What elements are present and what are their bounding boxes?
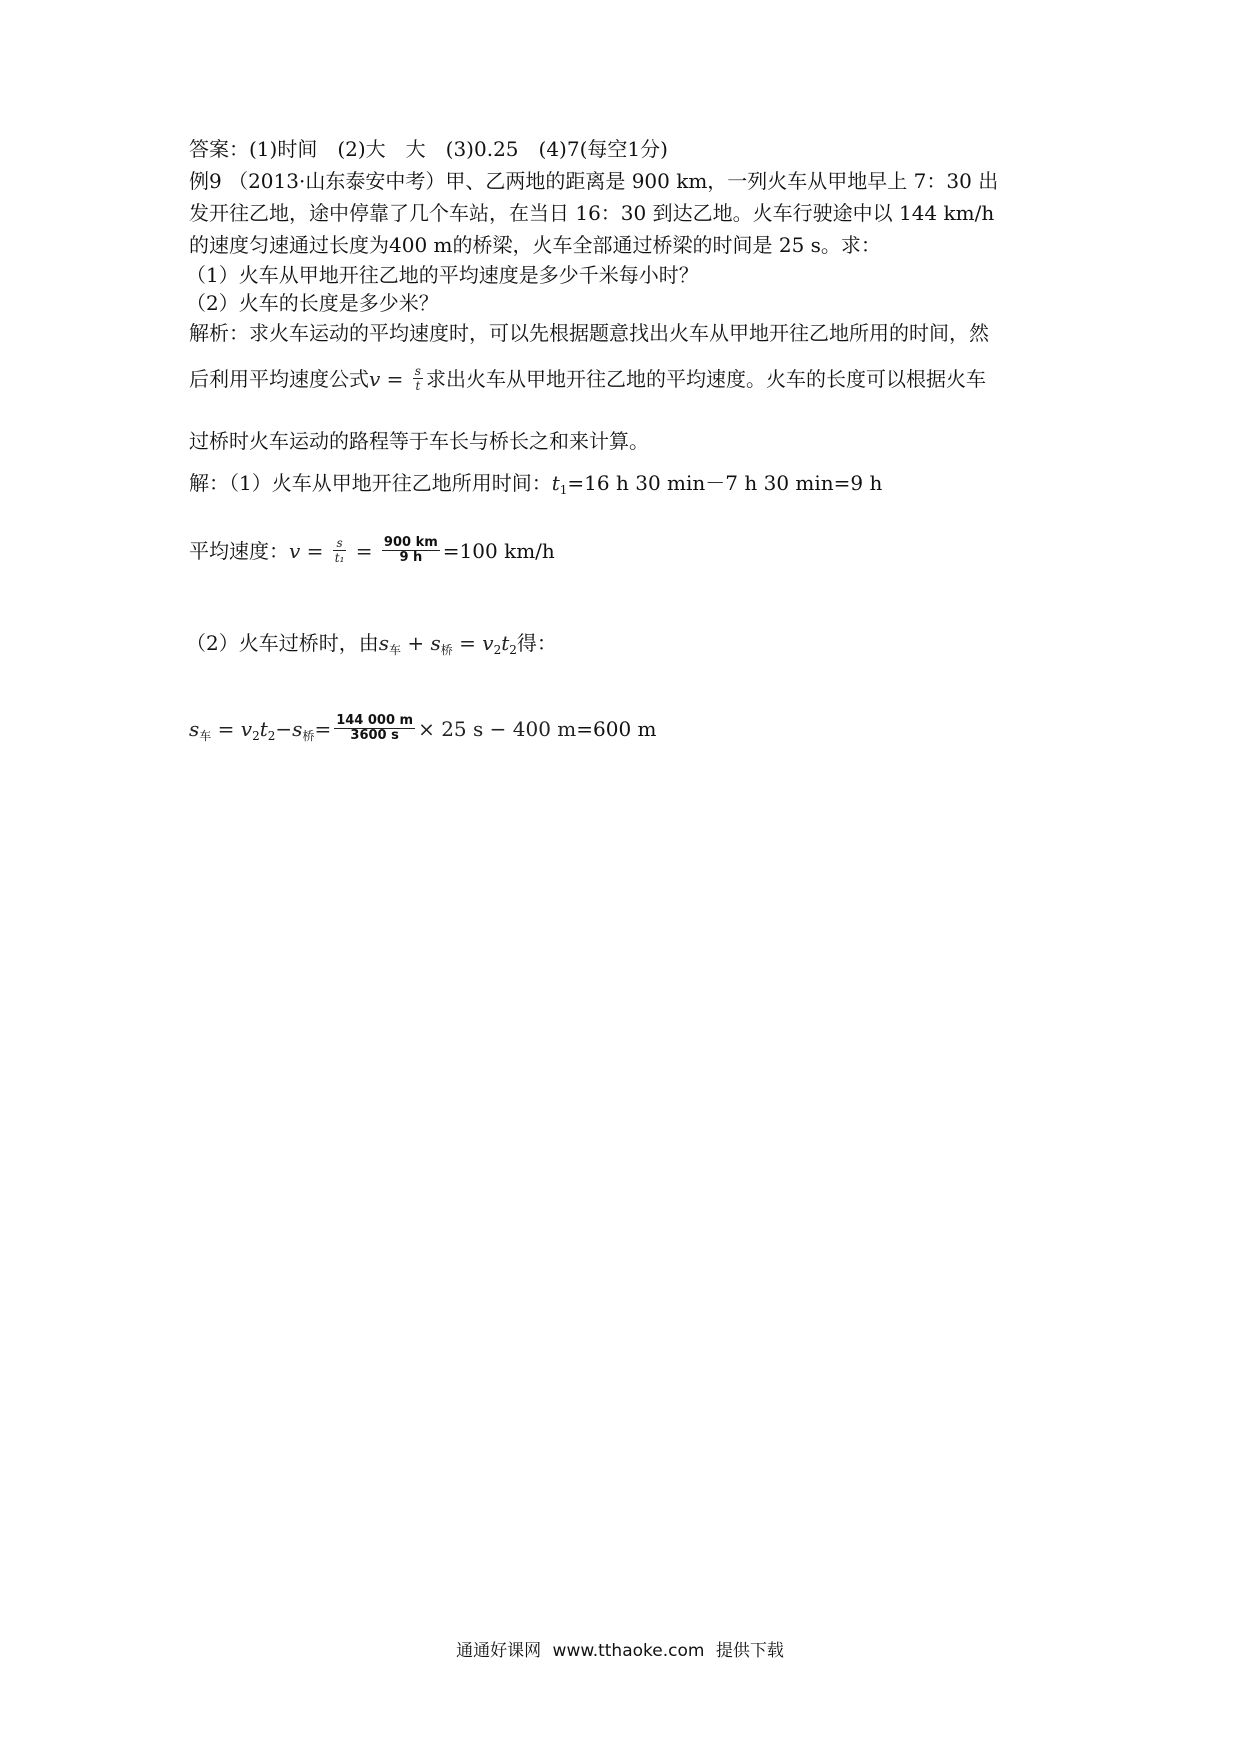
solution-3-plus: + [401, 631, 431, 655]
solution-3-eq: = [452, 631, 483, 655]
solution-4-sub-che: 车 [199, 729, 212, 743]
analysis-line-3: 过桥时火车运动的路程等于车长与桥长之和来计算。 [189, 429, 649, 453]
solution-3-sub-che: 车 [389, 643, 402, 657]
solution-2-pre: 平均速度： [189, 539, 289, 563]
analysis-line-1: 解析：求火车运动的平均速度时，可以先根据题意找出火车从甲地开往乙地所用的时间，然 [189, 321, 989, 345]
solution-1-var: t [551, 471, 560, 495]
solution-4-sub-qiao: 桥 [302, 729, 315, 743]
solution-3-s-che: s [378, 631, 389, 655]
solution-2-f1-den: t₁ [334, 551, 345, 565]
formula-eq: = [380, 367, 410, 391]
footer-url[interactable]: www.tthaoke.com [552, 1641, 705, 1661]
solution-line-4 [189, 713, 1069, 749]
solution-1-post: =16 h 30 min－7 h 30 min=9 h [567, 471, 883, 495]
solution-2-f2-num: 900 km [383, 535, 438, 550]
solution-4-f-num: 144 000 m [336, 713, 414, 728]
solution-3-sub-qiao: 桥 [440, 643, 453, 657]
question-1: （1）火车从甲地开往乙地的平均速度是多少千米每小时？ [186, 263, 699, 287]
solution-line-2 [189, 535, 1069, 567]
solution-2-eq2: = [349, 539, 379, 563]
solution-2-fraction-1 [333, 536, 347, 565]
solution-2-post: =100 km/h [442, 539, 555, 563]
formula-fraction [413, 364, 423, 393]
formula-numerator: s [414, 364, 421, 378]
formula-denominator: t [415, 379, 421, 393]
solution-4-rest: × 25 s − 400 m [418, 717, 577, 741]
solution-4-eq2: = [314, 717, 332, 741]
solution-4-minus: − [275, 717, 293, 741]
solution-4-t: t [259, 717, 268, 741]
solution-4-s-che: s [189, 717, 200, 741]
page-footer [0, 1636, 1240, 1661]
analysis-line-2 [189, 366, 1069, 395]
solution-3-s-qiao: s [430, 631, 441, 655]
solution-2-eq1: = [300, 539, 330, 563]
solution-4-t-sub: 2 [267, 729, 276, 743]
example-line-1: 例9 （2013·山东泰安中考）甲、乙两地的距离是 900 km，一列火车从甲地早上 7：30 出 [189, 169, 999, 193]
analysis-line-2-pre: 后利用平均速度公式 [189, 367, 369, 391]
solution-4-v-sub: 2 [252, 729, 260, 743]
solution-2-v: v [289, 539, 301, 563]
question-2: （2）火车的长度是多少米？ [186, 291, 439, 315]
solution-3-t-sub: 2 [509, 643, 517, 657]
answer-line: 答案：(1)时间 (2)大 大 (3)0.25 (4)7(每空1分) [189, 137, 668, 161]
analysis-line-2-post: 求出火车从甲地开往乙地的平均速度。火车的长度可以根据火车 [425, 367, 986, 391]
solution-3-v-sub: 2 [493, 643, 502, 657]
solution-4-fraction [334, 714, 415, 743]
solution-line-3 [186, 630, 1066, 663]
solution-4-post: =600 m [576, 717, 657, 741]
solution-2-f1-num: s [333, 536, 347, 551]
solution-4-v: v [240, 717, 253, 741]
solution-2-f2-den: 9 h [399, 550, 423, 565]
solution-3-post: 得： [516, 631, 557, 655]
solution-4-s-qiao: s [292, 717, 303, 741]
solution-3-v: v [482, 631, 494, 655]
footer-suffix: 提供下载 [715, 1641, 784, 1661]
solution-3-t: t [501, 631, 510, 655]
solution-2-fraction-2 [382, 536, 440, 565]
footer-site-name: 通通好课网 [456, 1641, 542, 1661]
solution-1-pre: 解：（1）火车从甲地开往乙地所用时间： [189, 471, 552, 495]
solution-4-eq: = [211, 717, 241, 741]
solution-1-sub: 1 [559, 483, 568, 497]
example-line-3: 的速度匀速通过长度为400 m的桥梁，火车全部通过桥梁的时间是 25 s。求： [189, 233, 881, 257]
example-line-2: 发开往乙地，途中停靠了几个车站，在当日 16：30 到达乙地。火车行驶途中以 144 km/h [189, 201, 995, 225]
formula-v: v [369, 367, 381, 391]
solution-4-f-den: 3600 s [350, 728, 399, 743]
solution-line-1 [189, 470, 1069, 503]
solution-3-pre: （2）火车过桥时，由 [186, 631, 379, 655]
